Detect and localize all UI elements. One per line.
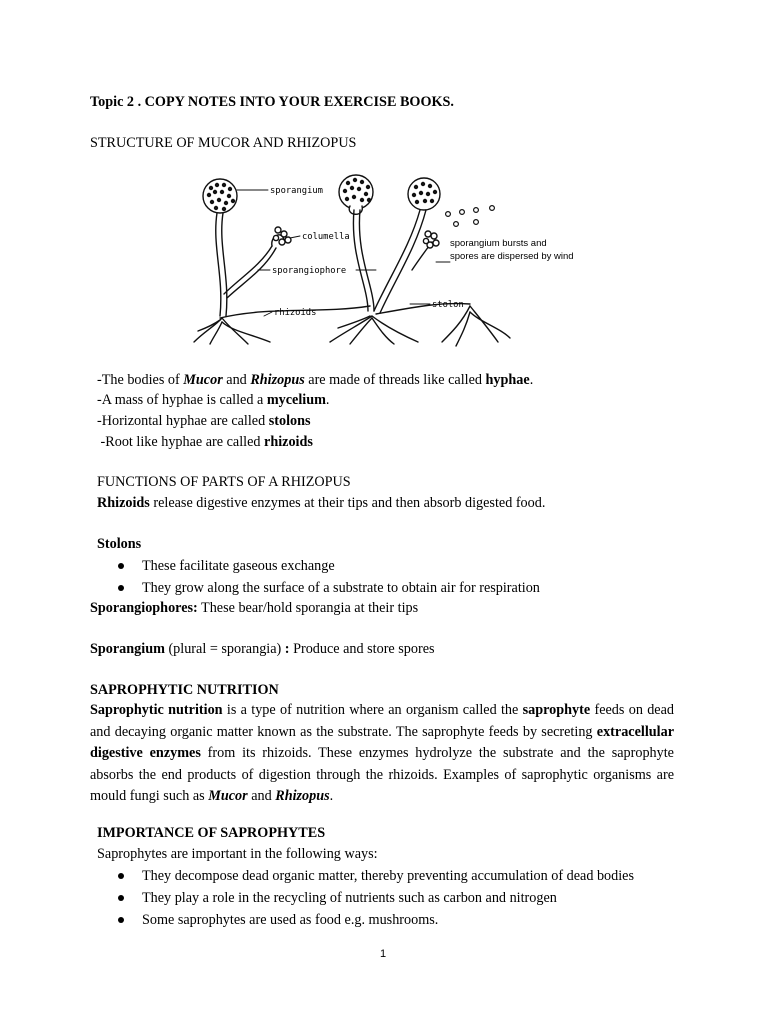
importance-intro: Saprophytes are important in the following ways: [97,846,378,862]
functions-heading: FUNCTIONS OF PARTS OF A RHIZOPUS [97,474,351,490]
intro-line-2: -A mass of hyphae is called a mycelium. [97,392,330,408]
importance-points-list [118,866,634,932]
rhizoids-function: Rhizoids release digestive enzymes at their tips and then absorb digested food. [97,495,546,511]
list-item: Some saprophytes are used as food e.g. mushrooms. [118,910,634,932]
intro-line-3: -Horizontal hyphae are called stolons [97,413,311,429]
intro-line-1: -The bodies of Mucor and Rhizopus are made of threads like called hyphae. [97,372,534,388]
importance-heading: IMPORTANCE OF SAPROPHYTES [97,825,326,841]
stolons-heading: Stolons [97,536,142,552]
list-item: They play a role in the recycling of nutrients such as carbon and nitrogen [118,888,634,910]
topic-heading: Topic 2 . COPY NOTES INTO YOUR EXERCISE BOOKS. [90,94,454,110]
label-rhizoids: rhizoids [274,308,317,318]
structure-heading: STRUCTURE OF MUCOR AND RHIZOPUS [90,135,357,151]
mucor-rhizopus-diagram [180,166,598,350]
sporangium-function: Sporangium (plural = sporangia) : Produce and store spores [90,641,435,657]
label-sporangiophore: sporangiophore [272,266,347,276]
page-number: 1 [380,948,387,960]
saprophytic-heading: SAPROPHYTIC NUTRITION [90,682,279,698]
label-sporangium: sporangium [270,186,323,196]
sporangiophores-function: Sporangiophores: These bear/hold sporangia at their tips [90,600,419,616]
saprophytic-paragraph: Saprophytic nutrition is a type of nutrition where an organism called the saprophyte feeds on dead and decaying organic matter known as the substrate. The saprophyte feeds by secreting extracellular digestive enzymes from its rhizoids. These enzymes hydrolyze the substrate and the saprophyte absorbs the end products of digestion through the rhizoids. Examples of saprophytic organisms are mould fungi such as Mucor and Rhizopus. [90,702,674,804]
list-item: They decompose dead organic matter, thereby preventing accumulation of dead bodies [118,866,634,888]
stolon-points-list [118,556,540,600]
list-item: They grow along the surface of a substrate to obtain air for respiration [118,578,540,600]
label-stolon: stolon [432,300,464,310]
label-burst-line1: sporangium bursts and [450,238,547,249]
list-item: These facilitate gaseous exchange [118,556,540,578]
label-burst-line2: spores are dispersed by wind [450,251,574,262]
intro-line-4: -Root like hyphae are called rhizoids [97,434,313,450]
label-columella: columella [302,232,350,242]
